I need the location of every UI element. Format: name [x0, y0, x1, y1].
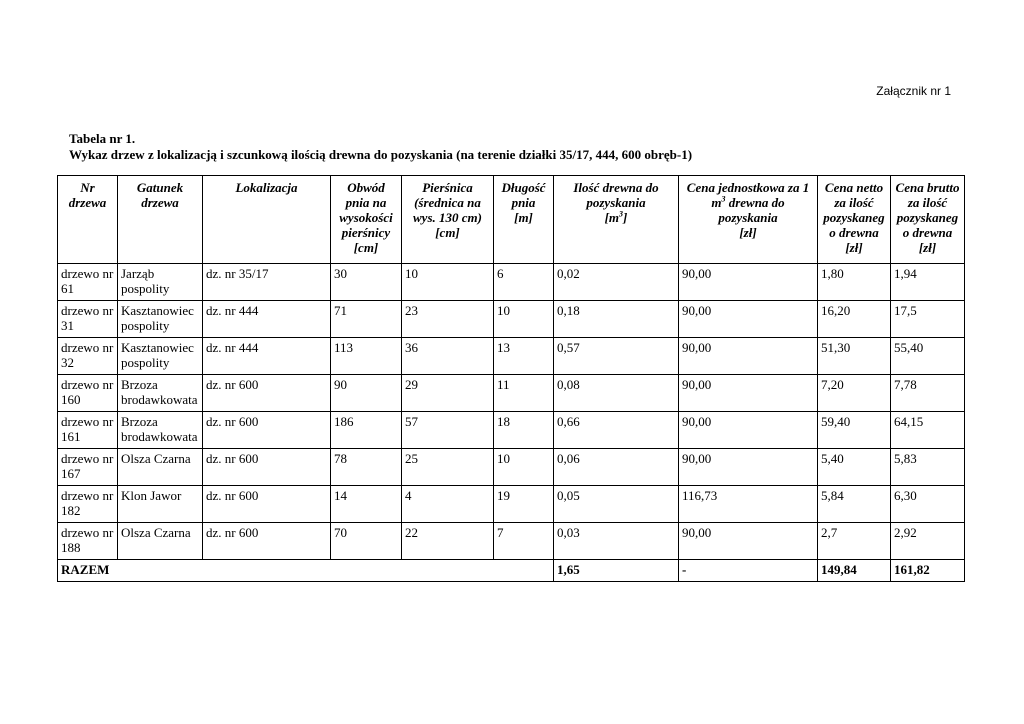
header-cena-netto: Cena netto za ilość pozyskaneg o drewna [zł] — [818, 176, 891, 264]
total-netto: 149,84 — [818, 560, 891, 582]
cell-gatunek: Olsza Czarna — [118, 449, 203, 486]
cell-piersnica: 29 — [402, 375, 494, 412]
cell-netto: 5,84 — [818, 486, 891, 523]
header-dlugosc: Długość pnia [m] — [494, 176, 554, 264]
table-row — [58, 375, 965, 412]
cell-brutto: 17,5 — [891, 301, 965, 338]
cell-lokalizacja: dz. nr 600 — [203, 375, 331, 412]
cell-dlugosc: 19 — [494, 486, 554, 523]
table-row — [58, 338, 965, 375]
cell-netto: 16,20 — [818, 301, 891, 338]
total-row — [58, 560, 965, 582]
cell-obwod: 71 — [331, 301, 402, 338]
cell-gatunek: Brzoza brodawkowata — [118, 375, 203, 412]
total-label: RAZEM — [58, 560, 554, 582]
cell-cena: 90,00 — [679, 264, 818, 301]
cell-gatunek: Brzoza brodawkowata — [118, 412, 203, 449]
cell-obwod: 90 — [331, 375, 402, 412]
cell-nr: drzewo nr 31 — [58, 301, 118, 338]
cell-nr: drzewo nr 32 — [58, 338, 118, 375]
cell-nr: drzewo nr 167 — [58, 449, 118, 486]
cell-piersnica: 25 — [402, 449, 494, 486]
cell-dlugosc: 18 — [494, 412, 554, 449]
cell-nr: drzewo nr 61 — [58, 264, 118, 301]
cell-gatunek: Kasztanowiec pospolity — [118, 301, 203, 338]
cell-brutto: 55,40 — [891, 338, 965, 375]
cell-brutto: 6,30 — [891, 486, 965, 523]
cell-cena: 90,00 — [679, 449, 818, 486]
cell-piersnica: 22 — [402, 523, 494, 560]
table-row — [58, 412, 965, 449]
table-row — [58, 486, 965, 523]
header-nr: Nr drzewa — [58, 176, 118, 264]
cell-lokalizacja: dz. nr 600 — [203, 449, 331, 486]
cell-ilosc: 0,08 — [554, 375, 679, 412]
header-ilosc: Ilość drewna do pozyskania $[m^3]$ — [554, 176, 679, 264]
table-number: Tabela nr 1. — [69, 131, 136, 146]
table-caption — [69, 131, 692, 163]
cell-nr: drzewo nr 182 — [58, 486, 118, 523]
cell-piersnica: 10 — [402, 264, 494, 301]
cell-ilosc: 0,18 — [554, 301, 679, 338]
cell-cena: 90,00 — [679, 338, 818, 375]
annex-label: Załącznik nr 1 — [876, 84, 951, 98]
cell-nr: drzewo nr 161 — [58, 412, 118, 449]
cell-ilosc: 0,06 — [554, 449, 679, 486]
cell-ilosc: 0,03 — [554, 523, 679, 560]
cell-netto: 59,40 — [818, 412, 891, 449]
cell-obwod: 113 — [331, 338, 402, 375]
cell-cena: 90,00 — [679, 375, 818, 412]
cell-obwod: 30 — [331, 264, 402, 301]
total-brutto: 161,82 — [891, 560, 965, 582]
table-title: Wykaz drzew z lokalizacją i szcunkową ilością drewna do pozyskania (na terenie działki 35/17, 444, 600 obręb-1) — [69, 147, 693, 162]
total-cena: - — [679, 560, 818, 582]
cell-dlugosc: 11 — [494, 375, 554, 412]
cell-gatunek: Jarząb pospolity — [118, 264, 203, 301]
cell-gatunek: Kasztanowiec pospolity — [118, 338, 203, 375]
cell-lokalizacja: dz. nr 35/17 — [203, 264, 331, 301]
cell-cena: 116,73 — [679, 486, 818, 523]
cell-brutto: 1,94 — [891, 264, 965, 301]
cell-nr: drzewo nr 160 — [58, 375, 118, 412]
cell-lokalizacja: dz. nr 600 — [203, 523, 331, 560]
cell-dlugosc: 10 — [494, 449, 554, 486]
total-ilosc: 1,65 — [554, 560, 679, 582]
cell-cena: 90,00 — [679, 412, 818, 449]
table-row — [58, 301, 965, 338]
cell-lokalizacja: dz. nr 600 — [203, 412, 331, 449]
cell-nr: drzewo nr 188 — [58, 523, 118, 560]
cell-dlugosc: 13 — [494, 338, 554, 375]
cell-netto: 1,80 — [818, 264, 891, 301]
cell-ilosc: 0,57 — [554, 338, 679, 375]
header-gatunek: Gatunek drzewa — [118, 176, 203, 264]
table-row — [58, 264, 965, 301]
header-cena-jednostkowa: Cena jednostkowa za 1 $m^3$ drewna do pozyskania [zł] — [679, 176, 818, 264]
cell-brutto: 2,92 — [891, 523, 965, 560]
cell-ilosc: 0,66 — [554, 412, 679, 449]
cell-obwod: 70 — [331, 523, 402, 560]
cell-netto: 51,30 — [818, 338, 891, 375]
header-obwod: Obwód pnia na wysokości pierśnicy [cm] — [331, 176, 402, 264]
table-row — [58, 449, 965, 486]
cell-piersnica: 36 — [402, 338, 494, 375]
cell-obwod: 14 — [331, 486, 402, 523]
trees-table — [57, 175, 965, 582]
cell-dlugosc: 7 — [494, 523, 554, 560]
cell-dlugosc: 10 — [494, 301, 554, 338]
cell-lokalizacja: dz. nr 444 — [203, 338, 331, 375]
cell-brutto: 64,15 — [891, 412, 965, 449]
cell-obwod: 186 — [331, 412, 402, 449]
cell-lokalizacja: dz. nr 444 — [203, 301, 331, 338]
cell-ilosc: 0,02 — [554, 264, 679, 301]
cell-obwod: 78 — [331, 449, 402, 486]
table-row — [58, 523, 965, 560]
cell-gatunek: Olsza Czarna — [118, 523, 203, 560]
cell-cena: 90,00 — [679, 301, 818, 338]
cell-brutto: 7,78 — [891, 375, 965, 412]
header-row — [58, 176, 965, 264]
cell-lokalizacja: dz. nr 600 — [203, 486, 331, 523]
cell-dlugosc: 6 — [494, 264, 554, 301]
header-cena-brutto: Cena brutto za ilość pozyskaneg o drewna [zł] — [891, 176, 965, 264]
cell-netto: 2,7 — [818, 523, 891, 560]
cell-gatunek: Klon Jawor — [118, 486, 203, 523]
cell-piersnica: 4 — [402, 486, 494, 523]
cell-netto: 7,20 — [818, 375, 891, 412]
cell-netto: 5,40 — [818, 449, 891, 486]
cell-piersnica: 57 — [402, 412, 494, 449]
cell-ilosc: 0,05 — [554, 486, 679, 523]
cell-piersnica: 23 — [402, 301, 494, 338]
header-lokalizacja: Lokalizacja — [203, 176, 331, 264]
cell-cena: 90,00 — [679, 523, 818, 560]
cell-brutto: 5,83 — [891, 449, 965, 486]
header-piersnica: Pierśnica (średnica na wys. 130 cm) [cm] — [402, 176, 494, 264]
